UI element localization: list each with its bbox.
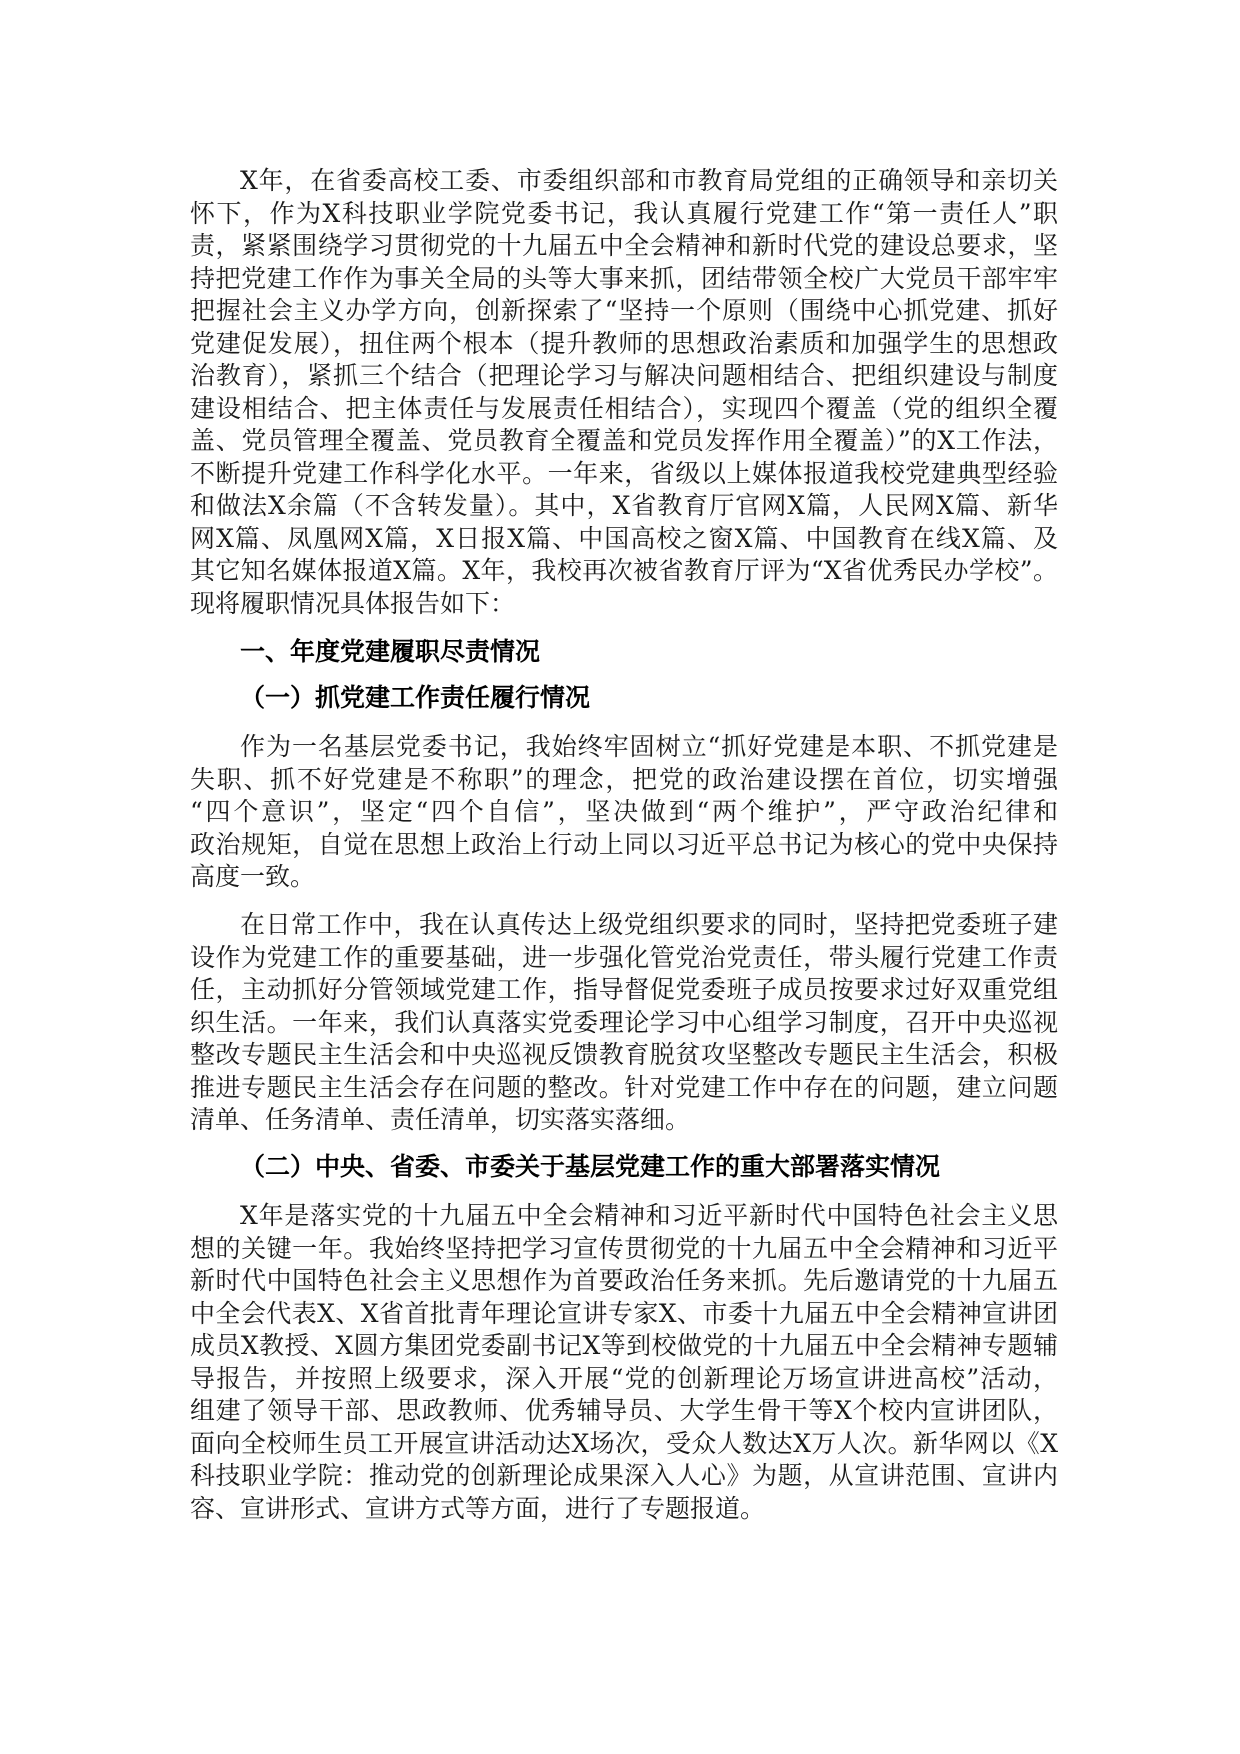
paragraph-line: 面向全校师生员工开展宣讲活动达X场次，受众人数达X万人次。新华网以《X: [190, 1428, 1058, 1458]
paragraph-line: 其它知名媒体报道X篇。X年，我校再次被省教育厅评为“X省优秀民办学校”。: [190, 556, 1058, 585]
paragraph-line: 和做法X余篇（不含转发量）。其中，X省教育厅官网X篇，人民网X篇、新华: [190, 491, 1058, 520]
paragraph-line: 想的关键一年。我始终坚持把学习宣传贯彻党的十九届五中全会精神和习近平: [190, 1233, 1058, 1263]
paragraph-line: 在日常工作中，我在认真传达上级党组织要求的同时，坚持把党委班子建: [240, 910, 1058, 939]
paragraph-line: 现将履职情况具体报告如下：: [190, 588, 516, 618]
paragraph-line: 织生活。一年来，我们认真落实党委理论学习中心组学习制度，召开中央巡视: [190, 1007, 1058, 1037]
paragraph-line: 失职、抓不好党建是不称职”的理念，把党的政治建设摆在首位，切实增强: [190, 764, 1058, 794]
paragraph-line: 新时代中国特色社会主义思想作为首要政治任务来抓。先后邀请党的十九届五: [190, 1266, 1058, 1295]
paragraph-line: 怀下，作为X科技职业学院党委书记，我认真履行党建工作“第一责任人”职: [190, 198, 1058, 228]
paragraph-line: 组建了领导干部、思政教师、优秀辅导员、大学生骨干等X个校内宣讲团队，: [190, 1396, 1058, 1425]
paragraph-line: 持把党建工作作为事关全局的头等大事来抓，团结带领全校广大党员干部牢牢: [190, 263, 1058, 293]
paragraph-line: 整改专题民主生活会和中央巡视反馈教育脱贫攻坚整改专题民主生活会，积极: [190, 1040, 1058, 1069]
paragraph-line: X年是落实党的十九届五中全会精神和习近平新时代中国特色社会主义思: [240, 1201, 1058, 1230]
paragraph-line: 清单、任务清单、责任清单，切实落实落细。: [190, 1105, 691, 1134]
paragraph-line: X年，在省委高校工委、市委组织部和市教育局党组的正确领导和亲切关: [240, 166, 1058, 195]
paragraph-line: 高度一致。: [190, 862, 316, 891]
paragraph-line: 推进专题民主生活会存在问题的整改。针对党建工作中存在的问题，建立问题: [190, 1072, 1058, 1102]
paragraph-theory-study: [190, 1200, 1058, 1525]
paragraph-line: 政治规矩，自觉在思想上政治上行动上同以习近平总书记为核心的党中央保持: [190, 829, 1058, 859]
paragraph-line: 容、宣讲形式、宣讲方式等方面，进行了专题报道。: [190, 1493, 766, 1523]
paragraph-line: 把握社会主义办学方向，创新探索了“坚持一个原则（围绕中心抓党建、抓好: [190, 296, 1058, 325]
paragraph-line: 设作为党建工作的重要基础，进一步强化管党治党责任，带头履行党建工作责: [190, 942, 1058, 972]
paragraph-party-secretary-role: [190, 731, 1058, 894]
paragraph-line: 不断提升党建工作科学化水平。一年来，省级以上媒体报道我校党建典型经验: [190, 458, 1058, 488]
paragraph-daily-work: [190, 909, 1058, 1137]
paragraph-line: 责，紧紧围绕学习贯彻党的十九届五中全会精神和新时代党的建设总要求，坚: [190, 231, 1058, 260]
paragraph-line: 导报告，并按照上级要求，深入开展“党的创新理论万场宣讲进高校”活动，: [190, 1363, 1058, 1393]
paragraph-line: 成员X教授、X圆方集团党委副书记X等到校做党的十九届五中全会精神专题辅: [190, 1331, 1058, 1360]
paragraph-line: 盖、党员管理全覆盖、党员教育全覆盖和党员发挥作用全覆盖）”的X工作法，: [190, 426, 1058, 455]
paragraph-intro: [190, 165, 1058, 620]
paragraph-line: 作为一名基层党委书记，我始终牢固树立“抓好党建是本职、不抓党建是: [240, 732, 1058, 761]
paragraph-line: 网X篇、凤凰网X篇，X日报X篇、中国高校之窗X篇、中国教育在线X篇、及: [190, 523, 1058, 553]
paragraph-line: 治教育），紧抓三个结合（把理论学习与解决问题相结合、把组织建设与制度: [190, 361, 1058, 390]
paragraph-line: 党建促发展），扭住两个根本（提升教师的思想政治素质和加强学生的思想政: [190, 328, 1058, 358]
paragraph-line: 任，主动抓好分管领域党建工作，指导督促党委班子成员按要求过好双重党组: [190, 975, 1058, 1004]
paragraph-line: 中全会代表X、X省首批青年理论宣讲专家X、市委十九届五中全会精神宣讲团: [190, 1298, 1058, 1328]
subsection-heading-major-deployments: （二）中央、省委、市委关于基层党建工作的重大部署落实情况: [240, 1153, 941, 1181]
section-heading-annual-duties: 一、年度党建履职尽责情况: [240, 638, 541, 666]
paragraph-line: 科技职业学院：推动党的创新理论成果深入人心》为题，从宣讲范围、宣讲内: [190, 1461, 1058, 1490]
paragraph-line: 建设相结合、把主体责任与发展责任相结合），实现四个覆盖（党的组织全覆: [190, 393, 1058, 423]
subsection-heading-responsibility: （一）抓党建工作责任履行情况: [240, 684, 591, 712]
paragraph-line: “四个意识”，坚定“四个自信”，坚决做到“两个维护”，严守政治纪律和: [190, 797, 1058, 826]
